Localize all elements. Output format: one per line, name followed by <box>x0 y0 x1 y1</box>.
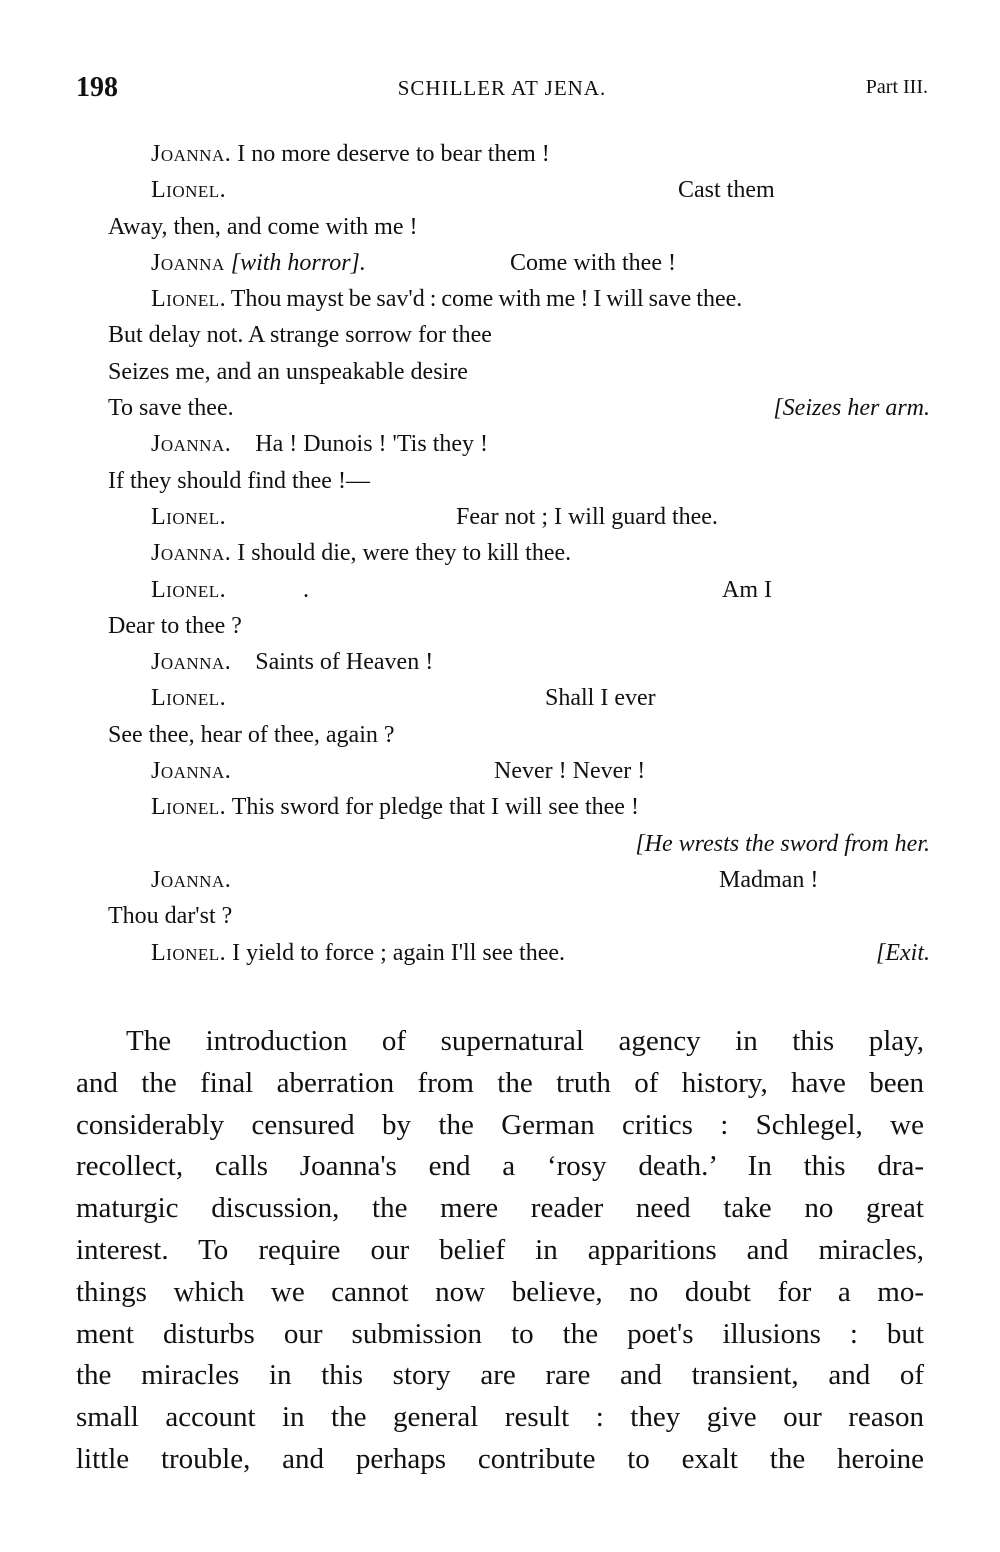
prose-line: interest. To require our belief in apparitions and miracles, <box>76 1233 924 1266</box>
prose-line: ment disturbs our submission to the poet's illusions : but <box>76 1317 924 1350</box>
speaker-name: Joanna. <box>151 758 232 785</box>
speaker-name: Joanna. <box>151 540 232 567</box>
verse-text: I yield to force ; again I'll see thee. <box>232 939 566 966</box>
verse-line <box>108 789 930 825</box>
verse-dialogue <box>108 136 930 971</box>
verse-text: Seizes me, and an unspeakable desire <box>108 358 468 385</box>
verse-line <box>108 826 930 862</box>
speaker-name: Joanna. <box>151 431 232 458</box>
verse-text: Saints of Heaven ! <box>255 649 434 676</box>
stage-direction: [with horror]. <box>230 249 366 276</box>
page-header <box>76 72 928 106</box>
verse-text: This sword for pledge that I will see thee ! <box>231 794 639 821</box>
prose-line: The introduction of supernatural agency in this play, <box>126 1025 924 1057</box>
stage-direction: [Seizes her arm. <box>773 395 930 422</box>
speaker-name: Lionel. <box>151 286 227 313</box>
verse-line <box>108 862 930 898</box>
prose-line: considerably censured by the German critics : Schlegel, we <box>76 1108 924 1141</box>
verse-text: Ha ! Dunois ! 'Tis they ! <box>255 431 489 458</box>
speaker-name: Lionel. <box>151 794 227 821</box>
verse-text: Dear to thee ? <box>108 612 242 639</box>
prose-line: small account in the general result : they give our reason <box>76 1401 924 1434</box>
speaker-name: Joanna <box>151 249 225 276</box>
verse-line <box>108 245 930 281</box>
verse-line <box>108 898 930 934</box>
stage-direction: [He wrests the sword from her. <box>635 830 930 857</box>
prose-line: recollect, calls Joanna's end a ‘rosy death.’ In this dra- <box>76 1150 924 1183</box>
verse-text: But delay not. A strange sorrow for thee <box>108 322 492 349</box>
speaker-name: Lionel. <box>151 177 227 204</box>
verse-line <box>108 354 930 390</box>
verse-line <box>108 717 930 753</box>
verse-text: Fear not ; I will guard thee. <box>456 503 718 530</box>
prose-paragraph <box>76 1021 924 1481</box>
verse-line <box>108 317 930 353</box>
verse-text: If they should find thee !— <box>108 467 370 494</box>
speaker-name: Joanna. <box>151 866 232 893</box>
verse-text: Never ! Never ! <box>494 758 646 785</box>
speaker-name: Lionel. <box>151 939 227 966</box>
verse-line <box>108 463 930 499</box>
verse-line <box>108 281 930 317</box>
verse-line <box>108 426 930 462</box>
speaker-name: Joanna. <box>151 141 232 167</box>
prose-line: little trouble, and perhaps contribute to exalt the heroine <box>76 1442 924 1475</box>
verse-text: To save thee. <box>108 395 234 422</box>
prose-line: and the final aberration from the truth of history, have been <box>76 1066 924 1099</box>
speaker-name: Lionel. <box>151 685 227 712</box>
speaker-name: Lionel. <box>151 503 227 530</box>
stage-direction: [Exit. <box>876 939 930 966</box>
verse-text: Away, then, and come with me ! <box>108 213 418 240</box>
verse-line <box>108 136 930 172</box>
verse-text: Thou dar'st ? <box>108 903 233 930</box>
verse-line <box>108 608 930 644</box>
prose-line: the miracles in this story are rare and transient, and of <box>76 1359 924 1392</box>
verse-text: Thou mayst be sav'd : come with me ! I will save thee. <box>230 286 743 313</box>
verse-line <box>108 572 930 608</box>
verse-line <box>108 935 930 971</box>
verse-text: Come with thee ! <box>510 249 676 276</box>
verse-text: Am I <box>722 576 772 603</box>
verse-line <box>108 753 930 789</box>
verse-line <box>108 535 930 571</box>
page-number: 198 <box>76 72 118 103</box>
running-title: SCHILLER AT JENA. <box>397 76 607 100</box>
prose-line: things which we cannot now believe, no doubt for a mo- <box>76 1275 924 1308</box>
verse-line <box>108 209 930 245</box>
verse-text: I no more deserve to bear them ! <box>237 141 550 167</box>
part-label: Part III. <box>865 76 928 98</box>
verse-text: Madman ! <box>719 866 819 893</box>
verse-line <box>108 499 930 535</box>
speaker-name: Lionel. <box>151 576 227 603</box>
verse-text: See thee, hear of thee, again ? <box>108 721 395 748</box>
verse-line <box>108 172 930 208</box>
stray-mark: . <box>303 576 309 603</box>
prose-line: maturgic discussion, the mere reader need take no great <box>76 1192 924 1225</box>
verse-line <box>108 390 930 426</box>
verse-line <box>108 680 930 716</box>
verse-line <box>108 644 930 680</box>
verse-text: Cast them <box>678 177 775 204</box>
speaker-name: Joanna. <box>151 649 232 676</box>
verse-text: Shall I ever <box>545 685 656 712</box>
verse-text: I should die, were they to kill thee. <box>237 540 572 567</box>
